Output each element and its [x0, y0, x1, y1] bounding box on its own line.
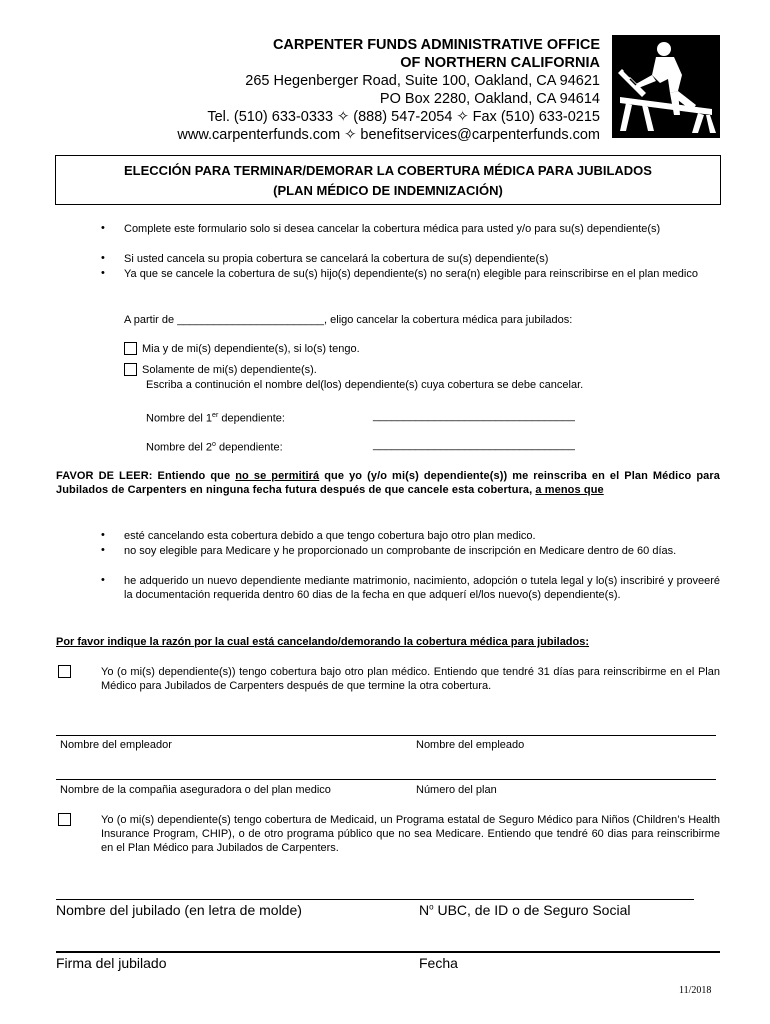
dependents-instruction: Escriba a continución el nombre del(los) dependiente(s) cuya cobertura se debe cancelar. [146, 379, 584, 391]
office-region: OF NORTHERN CALIFORNIA [400, 55, 600, 71]
insurer-label: Nombre de la compañia aseguradora o del plan medico [60, 784, 331, 796]
signature-line[interactable] [56, 951, 720, 953]
office-pobox: PO Box 2280, Oakland, CA 94614 [379, 91, 600, 107]
dependent-1-label: Nombre del 1er dependiente: [146, 412, 285, 425]
dependent-2-label: Nombre del 2$^o$ dependiente: [146, 441, 283, 454]
bullet-icon: • [101, 267, 105, 279]
option-self-and-dependents-label: Mia y de mi(s) dependiente(s), si lo(s) tengo. [142, 343, 360, 355]
retiree-name-label: Nombre del jubilado (en letra de molde) [56, 902, 302, 918]
form-revision-date: 11/2018 [679, 985, 712, 996]
bullet-icon: • [101, 252, 105, 264]
office-address: 265 Hegenberger Road, Suite 100, Oakland, CA 94621 [245, 73, 600, 89]
date-label: Fecha [419, 955, 458, 971]
exception-item: no soy elegible para Medicare y he proporcionado un comprobante de inscripción en Medicare dentro de 60 días. [124, 545, 677, 557]
signature-label: Firma del jubilado [56, 955, 167, 971]
exception-item: he adquerido un nuevo dependiente mediante matrimonio, nacimiento, adopción o tutela legal y lo(s) inscribiré y proveeré la documentación requerida dentro 60 dias de la fecha en que adquerí el/los nuevo(s) dependiente(s). [124, 575, 720, 601]
insurer-plan-line[interactable] [56, 779, 716, 780]
dependent-2-field[interactable]: _________________________________ [373, 439, 575, 451]
option-dependents-only-checkbox[interactable] [124, 363, 137, 376]
reason-other-plan-checkbox[interactable] [58, 665, 71, 678]
office-name: CARPENTER FUNDS ADMINISTRATIVE OFFICE [272, 37, 600, 53]
form-title-box [55, 155, 721, 205]
reason-medicaid-text: Yo (o mi(s) dependiente(s) tengo cobertura de Medicaid, un Programa estatal de Seguro Médico para Niños (Children’s Health Insurance Program, CHIP), o de otro programa público que no sea Medicare. Entiendo que tendré 60 dias para reinscribirme en el Plan Médico para Jubilados de Carpenters. [101, 814, 720, 854]
bullet-icon: • [101, 574, 105, 586]
dependent-1-field[interactable]: _________________________________ [373, 410, 575, 422]
bullet-icon: • [101, 222, 105, 234]
form-title: ELECCIÓN PARA TERMINAR/DEMORAR LA COBERTURA MÉDICA PARA JUBILADOS [124, 163, 652, 178]
instruction-item: Ya que se cancele la cobertura de su(s) hijo(s) dependiente(s) no sera(n) elegible para reinscribirse en el plan medico [124, 268, 698, 280]
option-dependents-only-label: Solamente de mi(s) dependiente(s). [142, 364, 317, 376]
bullet-icon: • [101, 544, 105, 556]
option-self-and-dependents-checkbox[interactable] [124, 342, 137, 355]
plan-number-label: Número del plan [416, 784, 497, 796]
instruction-item: Complete este formulario solo si desea cancelar la cobertura médica para usted y/o para su(s) dependiente(s) [124, 223, 661, 235]
read-notice: FAVOR DE LEER: Entiendo que no se permitirá que yo (y/o mi(s) dependiente(s)) me reinscriba en el Plan Médico para Jubilados de Carpenters en ninguna fecha futura después de que cancele esta cobertura, a menos que [56, 470, 721, 496]
instruction-item: Si usted cancela su propia cobertura se cancelará la cobertura de su(s) dependiente(s) [124, 253, 549, 265]
reason-heading: Por favor indique la razón por la cual está cancelando/demorando la cobertura médica para jubilados: [56, 636, 590, 648]
form-subtitle: (PLAN MÉDICO DE INDEMNIZACIÓN) [273, 183, 503, 198]
employee-label: Nombre del empleado [416, 739, 525, 751]
id-number-label: $N^o$ UBC, de ID o de Seguro Social [419, 902, 631, 918]
carpenter-logo-icon [612, 35, 720, 138]
election-date-line: A partir de ________________________, eligo cancelar la cobertura médica para jubilados: [124, 314, 573, 326]
reason-medicaid-checkbox[interactable] [58, 813, 71, 826]
bullet-icon: • [101, 529, 105, 541]
exception-item: esté cancelando esta cobertura debido a que tengo cobertura bajo otro plan medico. [124, 530, 536, 542]
employer-employee-line[interactable] [56, 735, 716, 736]
retiree-name-line[interactable] [56, 899, 694, 900]
employer-label: Nombre del empleador [60, 739, 172, 751]
reason-other-plan-text: Yo (o mi(s) dependiente(s)) tengo cobertura bajo otro plan médico. Entiendo que tendré 31 días para reinscribirme en el Plan Médico para Jubilados de Carpenters después de que termine la otra cobertura. [101, 666, 720, 692]
office-web: www.carpenterfunds.com ✧ benefitservices@carpenterfunds.com [177, 127, 600, 143]
office-phones: Tel. (510) 633-0333 ✧ (888) 547-2054 ✧ Fax (510) 633-0215 [207, 109, 600, 125]
